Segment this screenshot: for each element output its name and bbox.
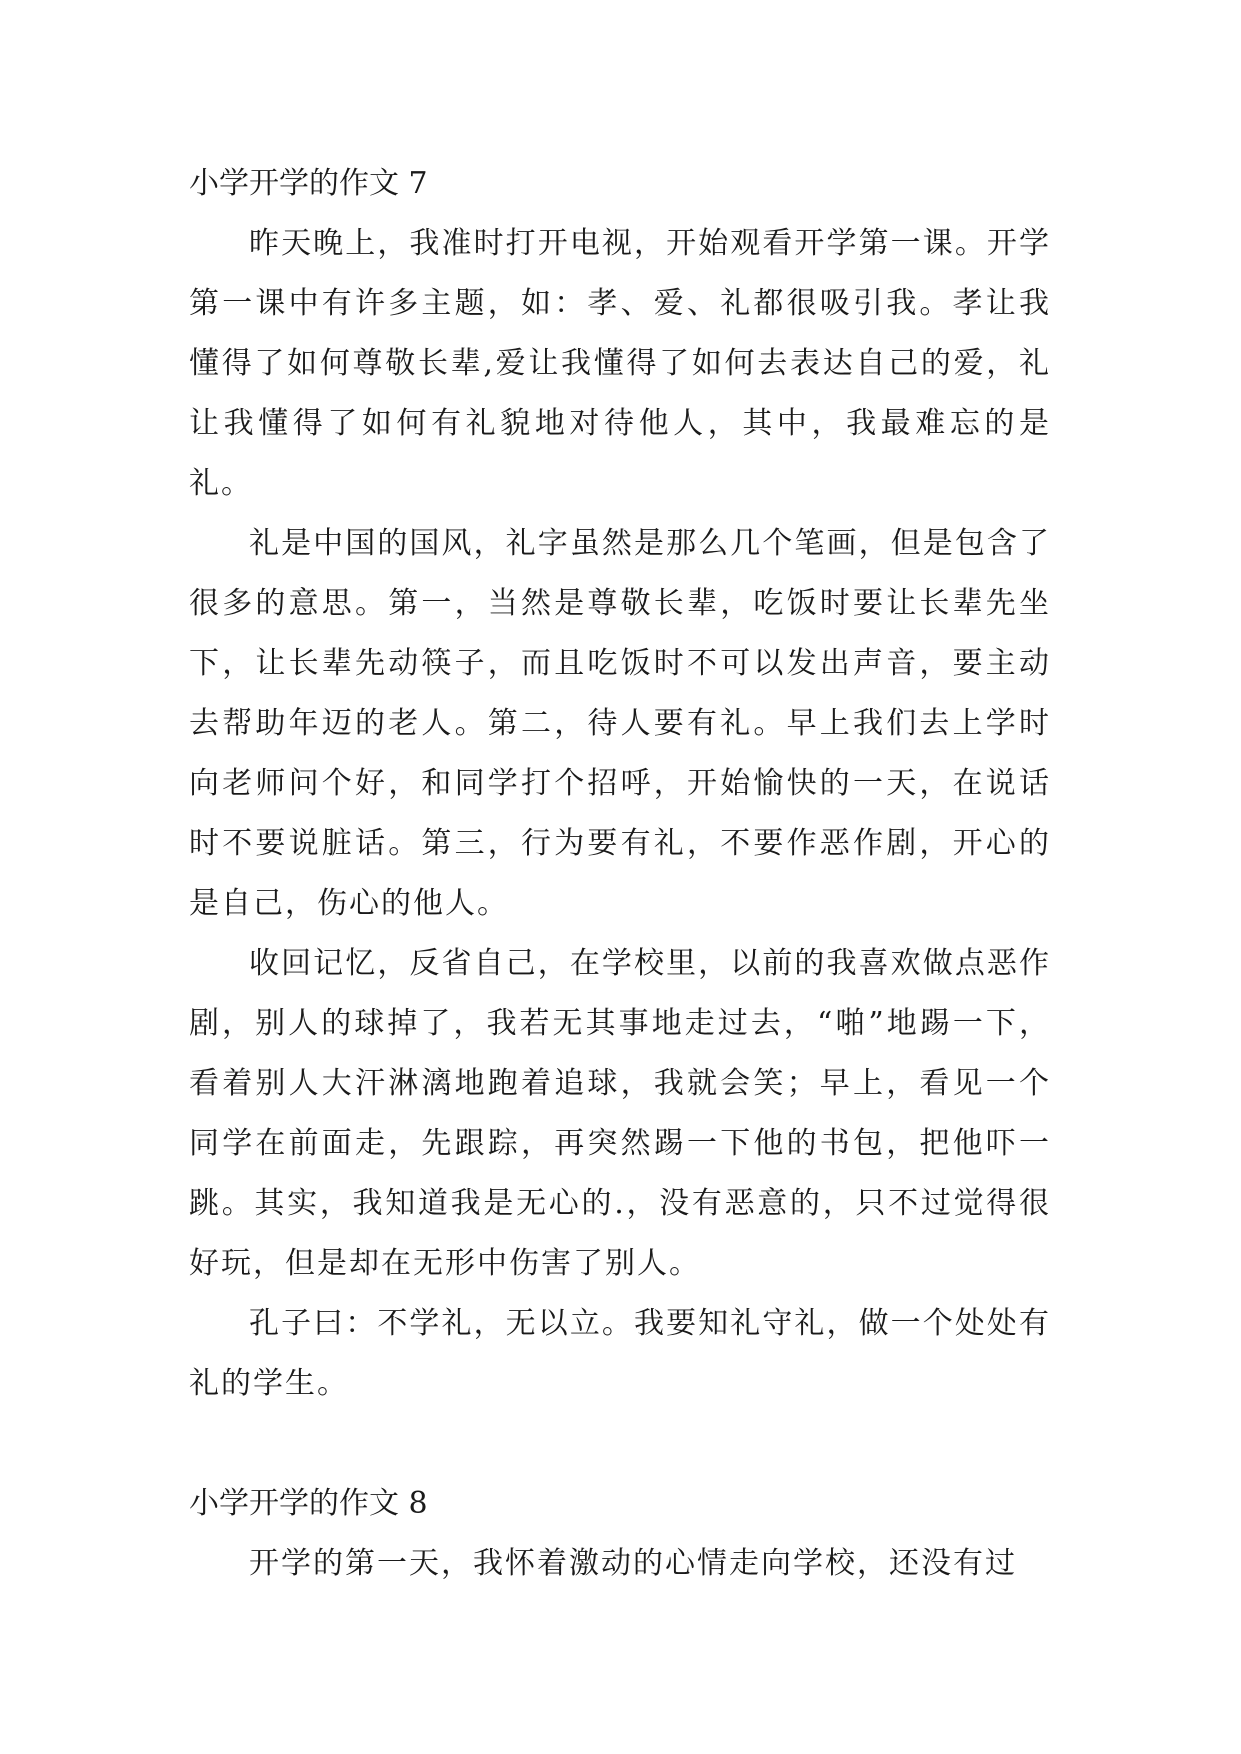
paragraph: 收回记忆，反省自己，在学校里，以前的我喜欢做点恶作剧，别人的球掉了，我若无其事地走过去，“啪”地踢一下，看着别人大汗淋漓地跑着追球，我就会笑；早上，看见一个同学在前面走，先跟踪，再突然踢一下他的书包，把他吓一跳。其实，我知道我是无心的.，没有恶意的，只不过觉得很好玩，但是却在无形中伤害了别人。: [189, 946, 1051, 1281]
paragraph: 开学的第一天，我怀着激动的心情走向学校，还没有过: [249, 1546, 1017, 1581]
paragraph: 孔子曰：不学礼，无以立。我要知礼守礼，做一个处处有礼的学生。: [189, 1306, 1051, 1401]
section-title: 小学开学的作文 8: [189, 1486, 428, 1521]
paragraph: 昨天晚上，我准时打开电视，开始观看开学第一课。开学第一课中有许多主题，如：孝、爱、礼都很吸引我。孝让我懂得了如何尊敬长辈,爱让我懂得了如何去表达自己的爱，礼让我懂得了如何有礼貌地对待他人，其中，我最难忘的是礼。: [189, 226, 1051, 501]
paragraph: 礼是中国的国风，礼字虽然是那么几个笔画，但是包含了很多的意思。第一，当然是尊敬长辈，吃饭时要让长辈先坐下，让长辈先动筷子，而且吃饭时不可以发出声音，要主动去帮助年迈的老人。第二，待人要有礼。早上我们去上学时向老师问个好，和同学打个招呼，开始愉快的一天，在说话时不要说脏话。第三，行为要有礼，不要作恶作剧，开心的是自己，伤心的他人。: [189, 526, 1051, 921]
document-body: [189, 154, 1051, 1594]
section-title: 小学开学的作文 7: [189, 166, 428, 201]
section-spacer: [189, 1414, 1051, 1474]
